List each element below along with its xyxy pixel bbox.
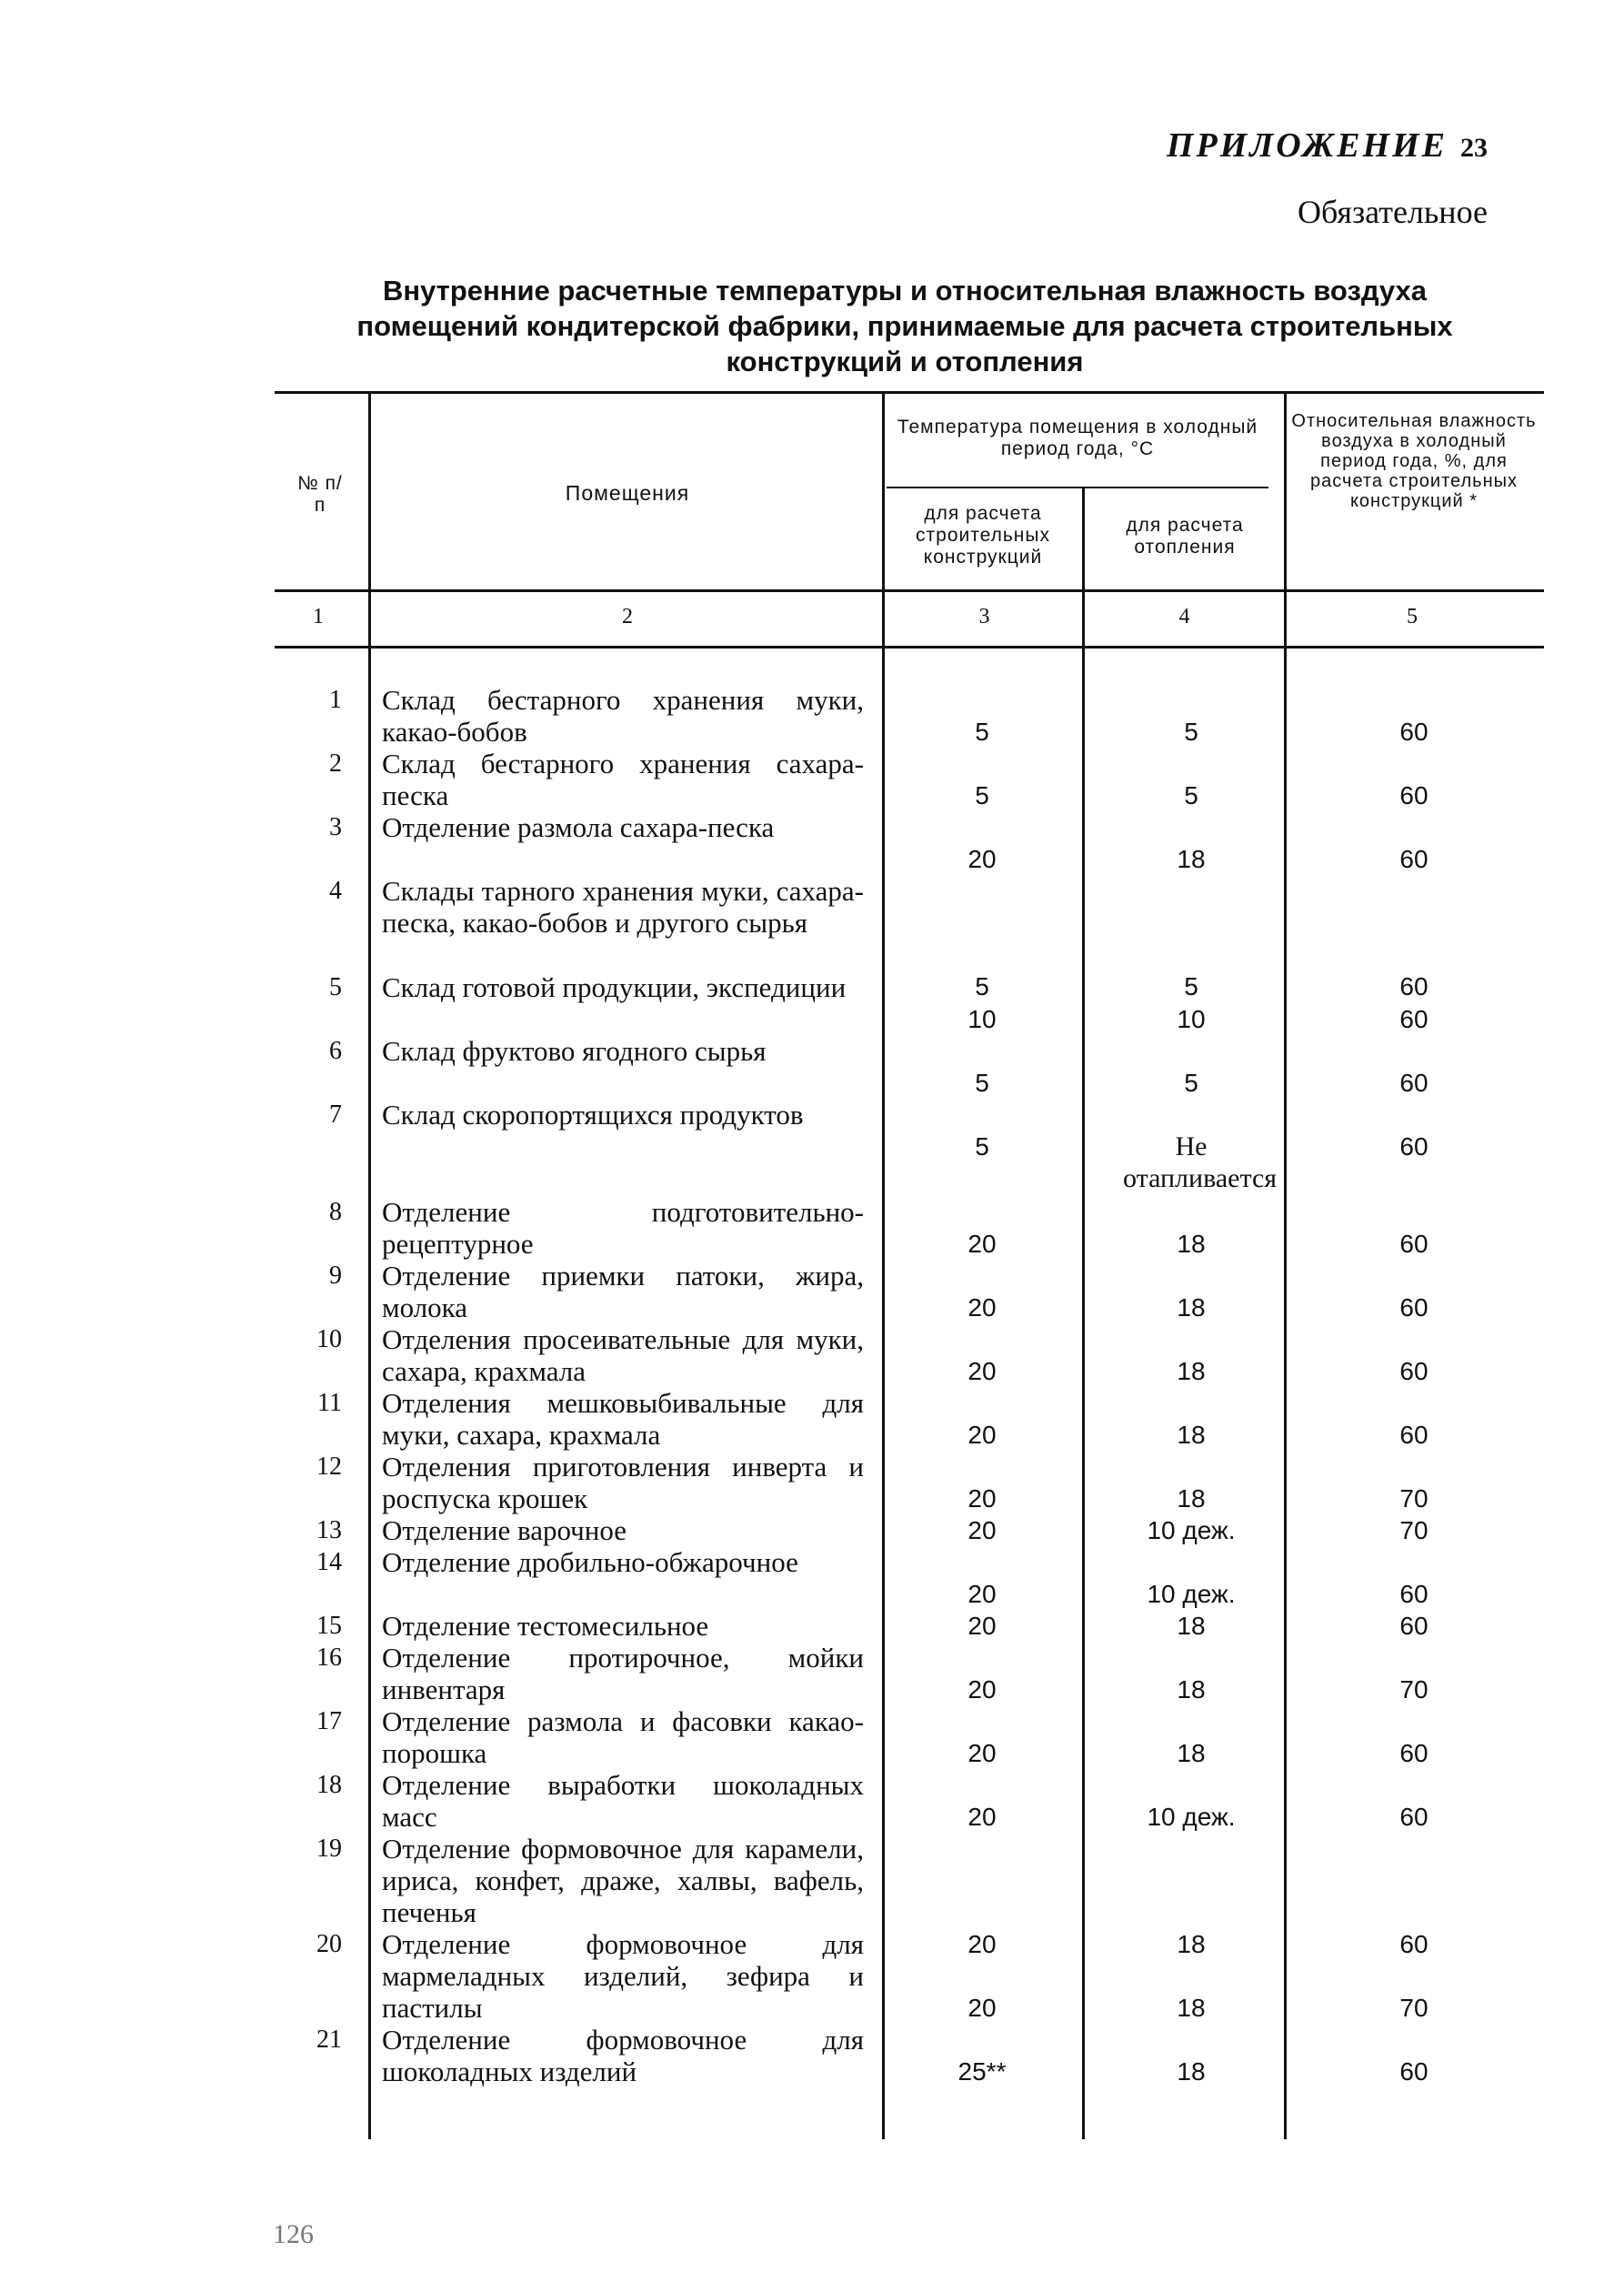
column-divider-4 — [1284, 393, 1287, 2139]
header-rooms: Помещения — [565, 481, 690, 505]
row-number: 2 — [329, 749, 342, 778]
row-number: 12 — [316, 1453, 342, 1481]
room-name: Склад готовой продукции, экспедиции — [382, 971, 847, 1003]
temp-heating-value: 10 — [1177, 1005, 1206, 1033]
temp-structures-value: 10 — [967, 1005, 997, 1033]
column-number-5: 5 — [1407, 605, 1418, 628]
table-top-border — [275, 391, 1544, 394]
temp-structures-value: 20 — [967, 1293, 997, 1322]
humidity-value: 60 — [1399, 1612, 1429, 1640]
header-bottom-border — [275, 589, 1544, 592]
room-name: Отделение подготовительно-рецептурное — [382, 1196, 864, 1260]
humidity-value: 60 — [1399, 972, 1429, 1000]
humidity-value: 60 — [1399, 1739, 1429, 1767]
room-name: Отделение протирочное, мойки инвентаря — [382, 1642, 864, 1705]
temp-heating-value: 5 — [1184, 718, 1198, 746]
temp-heating-value: 18 — [1177, 1421, 1206, 1449]
row-number: 3 — [329, 813, 342, 841]
room-name: Отделения просеивательные для муки, сахара, крахмала — [382, 1323, 864, 1387]
row-number: 7 — [329, 1101, 342, 1129]
row-number: 20 — [316, 1930, 342, 1958]
appendix-number: 23 — [1460, 133, 1488, 163]
row-number: 16 — [316, 1644, 342, 1672]
room-name: Отделение выработки шоколадных масс — [382, 1769, 864, 1833]
temp-structures-value: 20 — [967, 1484, 997, 1513]
room-name: Отделение размола сахара-песка — [382, 811, 775, 843]
temp-structures-value: 20 — [967, 1739, 997, 1767]
row-number: 4 — [329, 877, 342, 905]
temp-structures-value: 20 — [967, 1675, 997, 1704]
humidity-value: 60 — [1399, 2057, 1429, 2086]
temp-structures-value: 20 — [967, 1357, 997, 1385]
column-number-3: 3 — [978, 605, 990, 628]
humidity-value: 60 — [1399, 718, 1429, 746]
room-name: Отделение варочное — [382, 1514, 627, 1546]
humidity-value: 60 — [1399, 845, 1429, 873]
row-number: 17 — [316, 1707, 342, 1735]
row-number: 1 — [329, 686, 342, 714]
temp-structures-value: 20 — [967, 1994, 997, 2022]
humidity-value: 70 — [1399, 1675, 1429, 1704]
column-divider-3 — [1082, 488, 1085, 2139]
row-number: 5 — [329, 973, 342, 1001]
temp-structures-value: 5 — [975, 1132, 989, 1161]
humidity-value: 60 — [1399, 1421, 1429, 1449]
room-name: Отделения приготовления инверта и роспуска крошек — [382, 1451, 864, 1514]
temp-structures-value: 5 — [975, 781, 989, 809]
header-temp-group: Температура помещения в холодный период года, °С — [897, 417, 1258, 459]
room-name: Отделение приемки патоки, жира, молока — [382, 1260, 864, 1323]
room-name: Склад фруктово ягодного сырья — [382, 1035, 767, 1067]
humidity-value: 70 — [1399, 1994, 1429, 2022]
temp-structures-value: 20 — [967, 1580, 997, 1608]
humidity-value: 60 — [1399, 1357, 1429, 1385]
header-temp-heat: для расчета отопления — [1126, 515, 1244, 558]
temp-structures-value: 25** — [957, 2057, 1007, 2086]
room-name: Отделение формовочное для карамели, ириса, конфет, драже, халвы, вафель, печенья — [382, 1833, 864, 1928]
header-temp-struct: для расчета строительных конструкций — [916, 503, 1050, 568]
temp-heating-value: 18 — [1177, 1230, 1206, 1258]
row-number: 14 — [316, 1548, 342, 1576]
temp-structures-value: 20 — [967, 1930, 997, 1958]
row-number: 15 — [316, 1612, 342, 1640]
room-name: Склад бестарного хранения сахара-песка — [382, 748, 864, 811]
temp-heating-value: 10 деж. — [1147, 1803, 1236, 1831]
humidity-value: 60 — [1399, 1069, 1429, 1097]
temp-structures-value: 20 — [967, 1612, 997, 1640]
humidity-value: 60 — [1399, 1005, 1429, 1033]
appendix-label: ПРИЛОЖЕНИЕ — [1166, 126, 1448, 165]
temp-structures-value: 20 — [967, 1803, 997, 1831]
row-number: 9 — [329, 1262, 342, 1290]
temp-heating-value: 5 — [1184, 781, 1198, 809]
temp-structures-value: 20 — [967, 1230, 997, 1258]
temp-heating-value: 18 — [1177, 2057, 1206, 2086]
temp-structures-value: 20 — [967, 1421, 997, 1449]
room-name: Отделение формовочное для шоколадных изделий — [382, 2024, 864, 2087]
appendix-heading — [1167, 126, 1488, 166]
humidity-value: 60 — [1399, 781, 1429, 809]
row-number: 19 — [316, 1835, 342, 1863]
row-number: 10 — [316, 1325, 342, 1353]
temp-heating-value: 18 — [1177, 1930, 1206, 1958]
temp-heating-value: 18 — [1177, 1675, 1206, 1704]
row-number: 13 — [316, 1516, 342, 1544]
humidity-value: 60 — [1399, 1930, 1429, 1958]
column-number-4: 4 — [1178, 605, 1190, 628]
temp-heating-value: Не отапливается — [1123, 1131, 1278, 1193]
humidity-value: 70 — [1399, 1484, 1429, 1513]
temp-heating-value: 10 деж. — [1147, 1580, 1236, 1608]
room-name: Отделение тестомесильное — [382, 1610, 709, 1642]
page-number: 126 — [273, 2219, 314, 2249]
room-name: Отделение размола и фасовки какао-порошка — [382, 1705, 864, 1769]
column-number-1: 1 — [313, 605, 324, 628]
temp-heating-value: 10 деж. — [1147, 1516, 1236, 1544]
temp-heating-value: 18 — [1177, 1612, 1206, 1640]
row-number: 6 — [329, 1037, 342, 1065]
humidity-value: 60 — [1399, 1293, 1429, 1322]
temp-heating-value: 18 — [1177, 1484, 1206, 1513]
column-number-2: 2 — [622, 605, 633, 628]
room-name: Склад скоропортящихся продуктов — [382, 1099, 804, 1131]
status-label: Обязательное — [1297, 194, 1488, 230]
humidity-value: 60 — [1399, 1803, 1429, 1831]
column-numbers-bottom-border — [275, 646, 1544, 648]
document-title: Внутренние расчетные температуры и относительная влажность воздуха помещений кондитерской фабрики, принимаемые для расчета строительных конструкций и отопления — [356, 275, 1453, 377]
temp-structures-value: 5 — [975, 718, 989, 746]
row-number: 11 — [317, 1389, 342, 1417]
row-number: 21 — [316, 2026, 342, 2054]
room-name: Отделения мешковыбивальные для муки, сахара, крахмала — [382, 1387, 864, 1451]
humidity-value: 60 — [1399, 1580, 1429, 1608]
temp-group-divider — [887, 487, 1268, 488]
room-name: Склад бестарного хранения муки, какао-бобов — [382, 684, 864, 748]
column-divider-2 — [882, 393, 885, 2139]
temp-heating-value: 18 — [1177, 1357, 1206, 1385]
temp-heating-value: 5 — [1184, 1069, 1198, 1097]
row-number: 18 — [316, 1771, 342, 1799]
column-divider-1 — [368, 393, 371, 2139]
temp-heating-value: 18 — [1177, 1293, 1206, 1322]
room-name: Отделение дробильно-обжарочное — [382, 1546, 798, 1578]
temp-structures-value: 20 — [967, 845, 997, 873]
header-humidity: Относительная влажность воздуха в холодный период года, %, для расчета строительных конструкций * — [1291, 411, 1537, 511]
temp-structures-value: 20 — [967, 1516, 997, 1544]
room-name: Склады тарного хранения муки, сахара-песка, какао-бобов и другого сырья — [382, 875, 864, 939]
row-number: 8 — [329, 1198, 342, 1226]
room-name: Отделение формовочное для мармеладных изделий, зефира и пастилы — [382, 1928, 864, 2024]
temp-heating-value: 18 — [1177, 1739, 1206, 1767]
temp-heating-value: 18 — [1177, 1994, 1206, 2022]
humidity-value: 60 — [1399, 1230, 1429, 1258]
header-num: № п/п — [297, 473, 343, 516]
humidity-value: 60 — [1399, 1132, 1429, 1161]
humidity-value: 70 — [1399, 1516, 1429, 1544]
temp-structures-value: 5 — [975, 1069, 989, 1097]
temp-heating-value: 18 — [1177, 845, 1206, 873]
temp-heating-value: 5 — [1184, 972, 1198, 1000]
temp-structures-value: 5 — [975, 972, 989, 1000]
